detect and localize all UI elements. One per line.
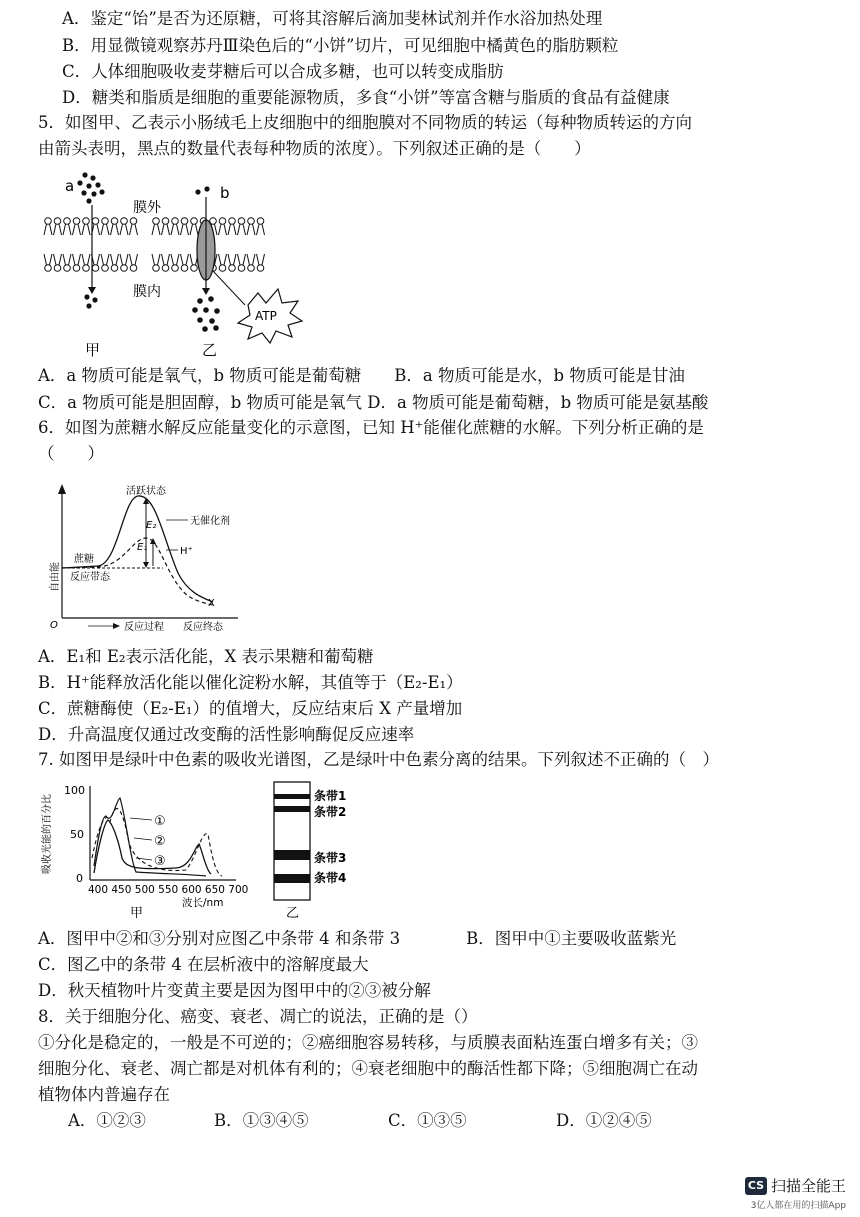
- phospholipid-inner: [257, 254, 265, 271]
- label-no-catalyst: 无催化剂: [190, 516, 230, 527]
- phospholipid-inner: [162, 254, 170, 271]
- energy-diagram: [38, 478, 258, 638]
- label-sucrose: 蔗糖: [74, 554, 94, 565]
- phospholipid-inner: [82, 254, 90, 271]
- label-band-1: 条带1: [314, 789, 347, 803]
- a-dots-inside: [84, 294, 97, 308]
- label-a: a: [65, 177, 75, 195]
- phospholipid-outer: [82, 218, 90, 235]
- phospholipid-outer: [257, 218, 265, 235]
- q7-options-ab: A．图甲中②和③分别对应图乙中条带 4 和条带 3 B．图甲中①主要吸收蓝紫光: [38, 929, 677, 948]
- q4-option-a: A．鉴定“饴”是否为还原糖，可将其溶解后滴加斐林试剂并作水浴加热处理: [62, 9, 603, 28]
- phospholipid-outer: [54, 218, 62, 235]
- q8-statement-line2: 细胞分化、衰老、凋亡都是对机体有利的；④衰老细胞中的酶活性都下降；⑤细胞凋亡在动: [38, 1059, 698, 1078]
- q7-option-d: D．秋天植物叶片变黄主要是因为图甲中的②③被分解: [38, 981, 431, 1000]
- q8-statement-line3: 植物体内普遍存在: [38, 1085, 170, 1104]
- label-curve-1: ①: [154, 814, 166, 829]
- band-4: [274, 874, 310, 883]
- brand-name: 扫描全能王: [770, 1177, 846, 1195]
- phospholipid-outer: [92, 218, 100, 235]
- xticks: 400 450 500 550 600 650 700: [88, 884, 249, 896]
- label-jia-7: 甲: [130, 906, 144, 921]
- phospholipid-inner: [130, 254, 138, 271]
- label-curve-3: ③: [154, 854, 166, 869]
- q4-option-c: C．人体细胞吸收麦芽糖后可以合成多糖，也可以转变成脂肪: [62, 62, 504, 81]
- phospholipid-outer: [181, 218, 189, 235]
- ytick-0: 0: [76, 872, 83, 885]
- q8-stem: 8．关于细胞分化、癌变、衰老、凋亡的说法，正确的是（）: [38, 1007, 478, 1026]
- q6-stem-line1: 6．如图为蔗糖水解反应能量变化的示意图，已知 H⁺能催化蔗糖的水解。下列分析正确的是: [38, 418, 704, 437]
- q8-option-b: B．①③④⑤: [214, 1111, 309, 1130]
- phospholipid-inner: [152, 254, 160, 271]
- q4-option-d: D．糖类和脂质是细胞的重要能源物质，多食“小饼”等富含糖与脂质的食品有益健康: [62, 88, 670, 107]
- phospholipid-inner: [247, 254, 255, 271]
- label-atp: ATP: [255, 309, 277, 323]
- phospholipid-outer: [73, 218, 81, 235]
- label-yi-7: 乙: [286, 906, 300, 921]
- phospholipid-inner: [238, 254, 246, 271]
- label-x: X: [208, 598, 215, 609]
- q5-stem-line2: 由箭头表明，黑点的数量代表每种物质的浓度）。下列叙述正确的是（ ）: [38, 139, 591, 158]
- q4-option-b: B．用显微镜观察苏丹Ⅲ染色后的“小饼”切片，可见细胞中橘黄色的脂肪颗粒: [62, 36, 619, 55]
- phospholipid-inner: [44, 254, 52, 271]
- scanner-watermark: [745, 1175, 846, 1211]
- absorption-spectrum-figure: [36, 778, 366, 926]
- label-b: b: [220, 184, 230, 202]
- phospholipid-inner: [54, 254, 62, 271]
- phospholipid-outer: [247, 218, 255, 235]
- q6-option-b: B．H⁺能释放活化能以催化淀粉水解，其值等于（E₂-E₁）: [38, 673, 463, 692]
- label-free-energy: 自由能: [50, 562, 61, 592]
- phospholipid-inner: [73, 254, 81, 271]
- label-outside: 膜外: [133, 200, 161, 216]
- q7-stem: 7. 如图甲是绿叶中色素的吸收光谱图，乙是绿叶中色素分离的结果。下列叙述不正确的（ ）: [38, 750, 719, 769]
- phospholipid-outer: [219, 218, 227, 235]
- phospholipid-inner: [228, 254, 236, 271]
- label-e1: E₁: [137, 542, 148, 553]
- label-active-state: 活跃状态: [126, 486, 166, 497]
- phospholipid-inner: [120, 254, 128, 271]
- q6-stem-line2: （ ）: [38, 444, 104, 463]
- phospholipid-outer: [111, 218, 119, 235]
- phospholipid-outer: [130, 218, 138, 235]
- band-2: [274, 806, 310, 812]
- membrane-left: [44, 218, 138, 272]
- q6-option-c: C．蔗糖酶使（E₂-E₁）的值增大，反应结束后 X 产量增加: [38, 699, 463, 718]
- label-final-state: 反应终态: [183, 622, 223, 633]
- label-band-2: 条带2: [314, 805, 347, 819]
- label-band-3: 条带3: [314, 851, 347, 865]
- label-yi: 乙: [202, 341, 218, 359]
- label-inside: 膜内: [133, 284, 161, 300]
- phospholipid-outer: [238, 218, 246, 235]
- label-origin: O: [50, 620, 58, 631]
- label-absorption-ylabel: 吸收光能的百分比: [42, 794, 53, 874]
- label-band-4: 条带4: [314, 871, 347, 885]
- curve-2: [94, 798, 206, 876]
- q8-statement-line1: ①分化是稳定的，一般是不可逆的；②癌细胞容易转移，与质膜表面粘连蛋白增多有关；③: [38, 1033, 698, 1052]
- q8-option-a: A．①②③: [68, 1111, 146, 1130]
- phospholipid-inner: [111, 254, 119, 271]
- camscanner-logo-icon: CS: [745, 1177, 767, 1195]
- phospholipid-outer: [228, 218, 236, 235]
- q5-stem-line1: 5．如图甲、乙表示小肠绒毛上皮细胞中的细胞膜对不同物质的转运（每种物质转运的方向: [38, 113, 692, 132]
- band-3: [274, 850, 310, 860]
- label-h: H⁺: [180, 546, 193, 557]
- phospholipid-inner: [219, 254, 227, 271]
- q6-option-a: A．E₁和 E₂表示活化能，X 表示果糖和葡萄糖: [38, 647, 374, 666]
- label-wavelength: 波长/nm: [182, 897, 224, 909]
- label-reactant-state: 反应带态: [70, 572, 110, 583]
- q7-option-c: C．图乙中的条带 4 在层析液中的溶解度最大: [38, 955, 369, 974]
- brand-tagline: 3亿人都在用的扫描App: [750, 1201, 846, 1211]
- curve-1: [94, 820, 211, 874]
- phospholipid-outer: [44, 218, 52, 235]
- q5-options-ab: A．a 物质可能是氧气，b 物质可能是葡萄糖 B．a 物质可能是水，b 物质可能是甘油: [38, 366, 685, 385]
- phospholipid-inner: [171, 254, 179, 271]
- label-curve-2: ②: [154, 834, 166, 849]
- label-reaction-process: 反应过程: [124, 622, 164, 633]
- phospholipid-outer: [190, 218, 198, 235]
- b-dots-outside: [195, 186, 209, 194]
- q6-option-d: D．升高温度仅通过改变酶的活性影响酶促反应速率: [38, 725, 415, 744]
- q8-option-c: C．①③⑤: [388, 1111, 467, 1130]
- band-1: [274, 794, 310, 799]
- ytick-100: 100: [64, 784, 85, 797]
- b-dots-inside: [192, 296, 220, 332]
- phospholipid-outer: [120, 218, 128, 235]
- q5-options-cd: C．a 物质可能是胆固醇，b 物质可能是氧气 D．a 物质可能是葡萄糖，b 物质可能是氨基酸: [38, 393, 709, 412]
- label-e2: E₂: [146, 520, 157, 531]
- membrane-transport-figure: [30, 165, 330, 365]
- phospholipid-outer: [171, 218, 179, 235]
- phospholipid-inner: [63, 254, 71, 271]
- ytick-50: 50: [70, 828, 84, 841]
- phospholipid-inner: [92, 254, 100, 271]
- a-dots-outside: [77, 172, 104, 203]
- phospholipid-inner: [181, 254, 189, 271]
- q8-option-d: D．①②④⑤: [556, 1111, 652, 1130]
- phospholipid-outer: [101, 218, 109, 235]
- label-jia: 甲: [85, 341, 101, 359]
- phospholipid-outer: [162, 218, 170, 235]
- phospholipid-inner: [101, 254, 109, 271]
- phospholipid-outer: [152, 218, 160, 235]
- phospholipid-outer: [63, 218, 71, 235]
